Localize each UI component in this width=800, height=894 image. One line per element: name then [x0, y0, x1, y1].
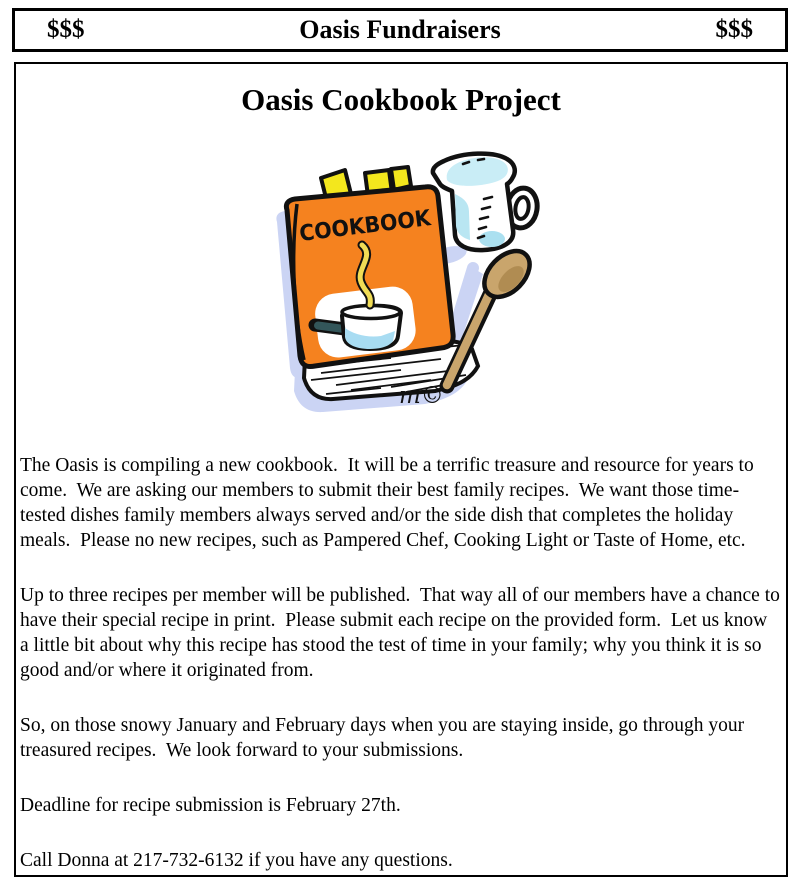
paragraph-encouragement: So, on those snowy January and February days when you are staying inside, go through your treasured recipes. We look forward to your submissions.	[20, 715, 749, 761]
cookbook-clipart-illustration	[241, 142, 561, 434]
measuring-cup-icon	[433, 154, 540, 251]
contact-line: Call Donna at 217-732-6132 if you have any questions.	[20, 850, 453, 871]
paragraph-rules: Up to three recipes per member will be published. That way all of our members have a chance to have their special recipe in print. Please submit each recipe on the provided form. Let us know a little bit about why this recipe has stood the test of time in your family; why you think it is so good and/or where it originated from.	[20, 585, 785, 681]
artist-signature: m©	[399, 383, 444, 409]
deadline-line: Deadline for recipe submission is February 27th.	[20, 795, 401, 816]
cookbook-clipart-svg	[241, 142, 561, 434]
book-cover-label: COOKBOOK	[298, 204, 442, 247]
dollar-signs-left: $$$	[47, 16, 85, 43]
banner-title: Oasis Fundraisers	[299, 15, 501, 44]
page-title: Oasis Cookbook Project	[241, 82, 561, 117]
flyer-paragraphs	[16, 453, 786, 873]
dollar-signs-right: $$$	[715, 16, 753, 43]
fundraiser-header-banner	[12, 8, 788, 52]
paragraph-intro: The Oasis is compiling a new cookbook. It will be a terrific treasure and resource for years to come. We are asking our members to submit their best family recipes. We want those time-tested dishes family members always served and/or the side dish that completes the holiday meals. Please no new recipes, such as Pampered Chef, Cooking Light or Taste of Home, etc.	[20, 455, 759, 551]
flyer-body-box	[14, 62, 788, 877]
